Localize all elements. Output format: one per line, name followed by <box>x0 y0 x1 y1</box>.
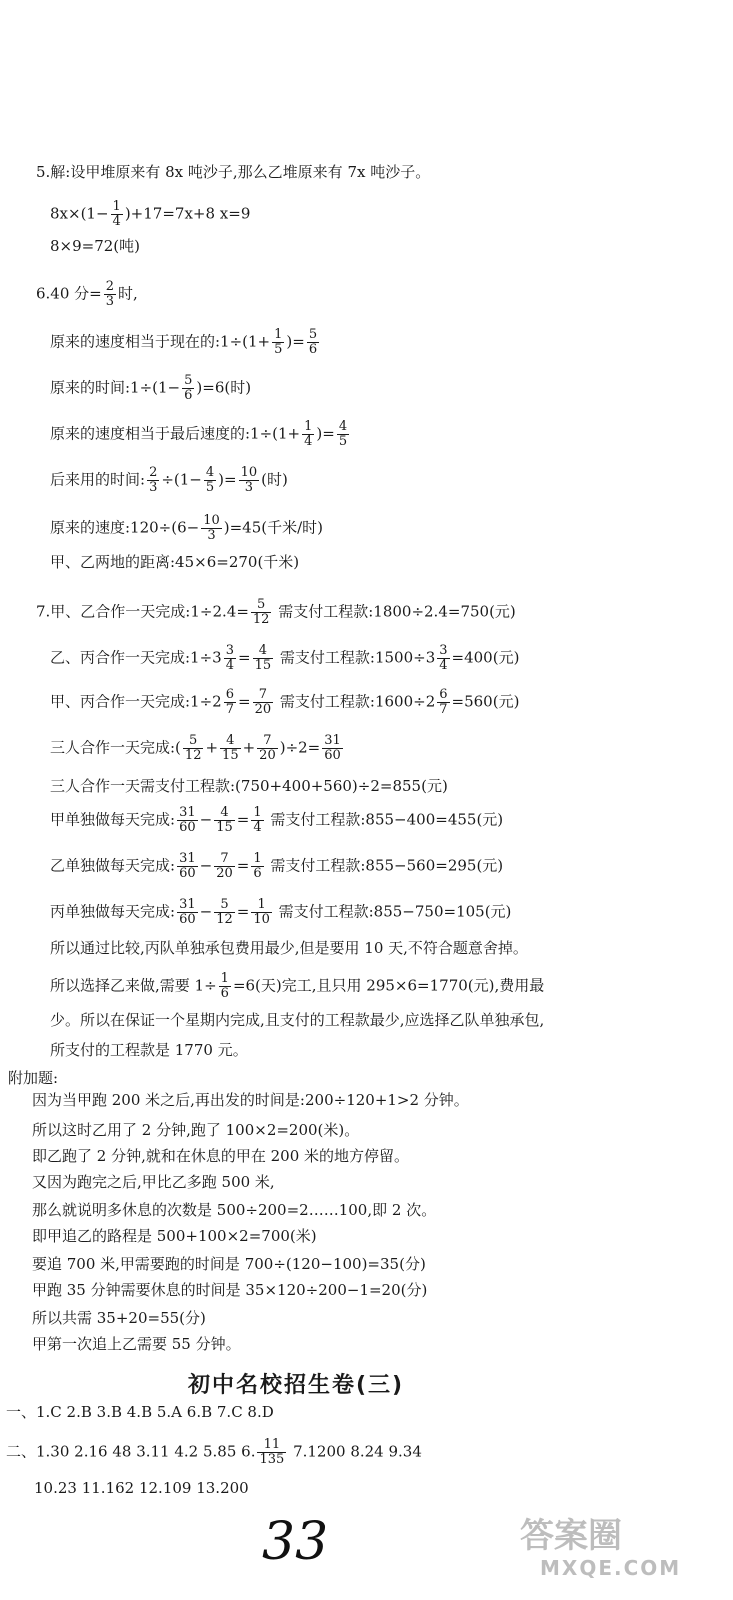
text: =560(元) <box>451 692 520 711</box>
numerator: 1 <box>251 898 272 913</box>
fraction <box>177 852 198 881</box>
numerator: 3 <box>225 643 234 658</box>
text: 原来的速度相当于现在的:1÷(1+ <box>50 332 271 351</box>
q7-line4 <box>50 734 345 763</box>
fraction <box>302 420 314 449</box>
q6-line6 <box>50 514 323 543</box>
fraction <box>214 898 235 927</box>
text: 时, <box>118 284 138 303</box>
text: − <box>199 810 213 829</box>
denominator: 4 <box>439 658 448 673</box>
text: )+17=7x+8 x=9 <box>124 204 251 223</box>
denominator: 135 <box>259 1452 285 1467</box>
denominator: 15 <box>216 820 233 835</box>
q6-line5 <box>50 466 288 495</box>
q7-line2 <box>50 644 519 673</box>
fraction <box>307 328 319 357</box>
denominator: 7 <box>439 702 448 717</box>
denominator: 3 <box>207 528 216 543</box>
numerator: 2 <box>149 465 158 480</box>
text: 原来的时间:1÷(1− <box>50 378 181 397</box>
numerator: 11 <box>257 1438 286 1453</box>
q7-line5: 三人合作一天需支付工程款:(750+400+560)÷2=855(元) <box>50 777 448 795</box>
q7-line9: 所以通过比较,丙队单独承包费用最少,但是要用 10 天,不符合题意舍掉。 <box>50 939 528 957</box>
q7-line8 <box>50 898 511 927</box>
extra-line-2: 即乙跑了 2 分钟,就和在休息的甲在 200 米的地方停留。 <box>32 1147 410 1165</box>
numerator: 1 <box>304 419 313 434</box>
text: + <box>242 738 256 757</box>
fraction <box>214 852 235 881</box>
denominator: 12 <box>184 748 202 763</box>
numerator: 5 <box>308 327 318 342</box>
numerator: 10 <box>203 513 220 528</box>
numerator: 4 <box>338 419 348 434</box>
numerator: 4 <box>205 465 215 480</box>
fraction <box>182 374 194 403</box>
text: = <box>236 810 250 829</box>
text: =400(元) <box>451 648 520 667</box>
text: 需支付工程款:1500÷3 <box>275 648 436 667</box>
extra-heading: 附加题: <box>8 1069 59 1087</box>
denominator: 4 <box>304 434 313 449</box>
text: )=45(千米/时) <box>223 518 324 537</box>
numerator: 1 <box>274 327 283 342</box>
text: 乙单独做每天完成: <box>50 856 176 875</box>
fraction <box>322 734 343 763</box>
fraction <box>257 1438 286 1467</box>
answers-part2 <box>6 1438 422 1467</box>
text: 后来用的时间: <box>50 470 146 489</box>
q5-line1: 5.解:设甲堆原来有 8x 吨沙子,那么乙堆原来有 7x 吨沙子。 <box>36 163 431 181</box>
extra-line-0: 因为当甲跑 200 米之后,再出发的时间是:200÷120+1>2 分钟。 <box>32 1091 469 1109</box>
text: )= <box>316 424 335 443</box>
fraction <box>111 200 123 229</box>
text: 原来的速度:120÷(6− <box>50 518 200 537</box>
q7-line10 <box>50 972 544 1001</box>
denominator: 15 <box>222 748 239 763</box>
text: 原来的速度相当于最后速度的:1÷(1+ <box>50 424 301 443</box>
fraction <box>224 644 236 673</box>
text: 二、1.30 2.16 48 3.11 4.2 5.85 6. <box>6 1442 256 1461</box>
text: (时) <box>261 470 288 489</box>
denominator: 3 <box>105 294 115 309</box>
text: 所以选择乙来做,需要 1÷ <box>50 976 217 995</box>
text: 甲、丙合作一天完成:1÷2 <box>50 692 222 711</box>
fraction <box>257 734 278 763</box>
text: 需支付工程款:855−560=295(元) <box>265 856 504 875</box>
denominator: 12 <box>252 612 270 627</box>
numerator: 4 <box>220 734 241 749</box>
text: = <box>238 648 251 667</box>
fraction <box>272 328 284 357</box>
fraction <box>253 644 274 673</box>
denominator: 60 <box>179 866 196 881</box>
denominator: 5 <box>338 434 348 449</box>
answers-part1: 一、1.C 2.B 3.B 4.B 5.A 6.B 7.C 8.D <box>6 1403 274 1421</box>
text: )= <box>218 470 237 489</box>
fraction <box>251 806 263 835</box>
fraction <box>220 734 241 763</box>
watermark-url: MXQE.COM <box>540 1556 682 1580</box>
denominator: 10 <box>253 912 270 927</box>
numerator: 5 <box>184 373 193 388</box>
fraction <box>251 852 263 881</box>
numerator: 31 <box>179 851 196 866</box>
denominator: 60 <box>179 912 196 927</box>
numerator: 6 <box>225 687 234 702</box>
q5-line2 <box>50 200 250 229</box>
numerator: 4 <box>253 644 274 659</box>
denominator: 6 <box>308 342 318 357</box>
extra-line-7: 甲跑 35 分钟需要休息的时间是 35×120÷200−1=20(分) <box>32 1281 428 1299</box>
fraction <box>224 688 236 717</box>
q7-line1 <box>36 598 516 627</box>
q6-line7: 甲、乙两地的距离:45×6=270(千米) <box>50 553 300 571</box>
text: )=6(时) <box>196 378 252 397</box>
text: )÷2= <box>279 738 321 757</box>
q6-line2 <box>50 328 321 357</box>
denominator: 15 <box>254 658 272 673</box>
text: 三人合作一天完成:( <box>50 738 181 757</box>
fraction <box>183 734 204 763</box>
numerator: 10 <box>240 465 258 480</box>
denominator: 12 <box>216 912 233 927</box>
watermark-logo: 答案圈 <box>520 1516 622 1556</box>
text: 需支付工程款:855−750=105(元) <box>273 902 512 921</box>
fraction <box>437 644 449 673</box>
denominator: 6 <box>253 866 262 881</box>
extra-line-4: 那么就说明多休息的次数是 500÷200=2……100,即 2 次。 <box>32 1201 437 1219</box>
q7-line6 <box>50 806 503 835</box>
text: − <box>199 856 213 875</box>
numerator: 1 <box>253 851 262 866</box>
fraction <box>177 898 198 927</box>
numerator: 1 <box>253 805 262 820</box>
denominator: 4 <box>112 214 121 229</box>
numerator: 1 <box>112 199 121 214</box>
text: = <box>238 692 251 711</box>
numerator: 7 <box>214 852 235 867</box>
text: 甲单独做每天完成: <box>50 810 176 829</box>
numerator: 6 <box>439 687 448 702</box>
text: 7.1200 8.24 9.34 <box>288 1442 422 1461</box>
extra-line-8: 所以共需 35+20=55(分) <box>32 1309 206 1327</box>
extra-line-1: 所以这时乙用了 2 分钟,跑了 100×2=200(米)。 <box>32 1121 360 1139</box>
fraction <box>147 466 159 495</box>
numerator: 31 <box>179 805 196 820</box>
q5-line3: 8×9=72(吨) <box>50 237 141 255</box>
text: + <box>205 738 219 757</box>
fraction <box>219 972 231 1001</box>
denominator: 60 <box>324 748 341 763</box>
extra-line-6: 要追 700 米,甲需要跑的时间是 700÷(120−100)=35(分) <box>32 1255 426 1273</box>
extra-line-9: 甲第一次追上乙需要 55 分钟。 <box>32 1335 241 1353</box>
denominator: 6 <box>220 986 229 1001</box>
fraction <box>337 420 349 449</box>
numerator: 31 <box>324 733 341 748</box>
text: ÷(1− <box>161 470 202 489</box>
section-title: 初中名校招生卷(三) <box>188 1373 405 1398</box>
q7-line11: 少。所以在保证一个星期内完成,且支付的工程款最少,应选择乙队单独承包, <box>50 1011 545 1029</box>
denominator: 4 <box>225 658 234 673</box>
numerator: 3 <box>439 643 448 658</box>
text: 乙、丙合作一天完成:1÷3 <box>50 648 222 667</box>
fraction <box>251 598 272 627</box>
numerator: 7 <box>257 734 278 749</box>
q6-line1 <box>36 280 138 309</box>
q6-line3 <box>50 374 251 403</box>
text: 需支付工程款:855−400=455(元) <box>265 810 504 829</box>
text: 8x×(1− <box>50 204 109 223</box>
numerator: 31 <box>179 897 196 912</box>
denominator: 20 <box>216 866 233 881</box>
text: =6(天)完工,且只用 295×6=1770(元),费用最 <box>232 976 545 995</box>
extra-line-3: 又因为跑完之后,甲比乙多跑 500 米, <box>32 1173 275 1191</box>
text: )= <box>286 332 305 351</box>
denominator: 3 <box>149 480 158 495</box>
fraction <box>201 514 222 543</box>
q7-line12: 所支付的工程款是 1770 元。 <box>50 1041 248 1059</box>
fraction <box>251 898 272 927</box>
text: − <box>199 902 213 921</box>
text: 需支付工程款:1600÷2 <box>275 692 436 711</box>
denominator: 6 <box>184 388 193 403</box>
fraction <box>239 466 260 495</box>
text: = <box>236 902 250 921</box>
denominator: 5 <box>205 480 215 495</box>
numerator: 5 <box>214 898 235 913</box>
fraction <box>104 280 116 309</box>
denominator: 20 <box>259 748 276 763</box>
answers-part3: 10.23 11.162 12.109 13.200 <box>34 1479 249 1497</box>
numerator: 1 <box>220 971 229 986</box>
denominator: 3 <box>244 480 253 495</box>
numerator: 4 <box>214 806 235 821</box>
fraction <box>177 806 198 835</box>
text: = <box>236 856 250 875</box>
fraction <box>437 688 449 717</box>
q7-line3 <box>50 688 519 717</box>
numerator: 5 <box>251 598 272 613</box>
text: 丙单独做每天完成: <box>50 902 176 921</box>
text: 需支付工程款:1800÷2.4=750(元) <box>273 602 516 621</box>
text: 7.甲、乙合作一天完成:1÷2.4= <box>36 602 249 621</box>
numerator: 7 <box>253 688 274 703</box>
numerator: 5 <box>183 734 204 749</box>
numerator: 2 <box>105 279 115 294</box>
denominator: 7 <box>225 702 234 717</box>
denominator: 20 <box>254 702 272 717</box>
extra-line-5: 即甲追乙的路程是 500+100×2=700(米) <box>32 1227 317 1245</box>
fraction <box>253 688 274 717</box>
denominator: 4 <box>253 820 262 835</box>
q6-line4 <box>50 420 351 449</box>
denominator: 60 <box>179 820 196 835</box>
page-number: 33 <box>262 1512 329 1572</box>
fraction <box>204 466 216 495</box>
text: 6.40 分= <box>36 284 102 303</box>
denominator: 5 <box>274 342 283 357</box>
fraction <box>214 806 235 835</box>
q7-line7 <box>50 852 503 881</box>
